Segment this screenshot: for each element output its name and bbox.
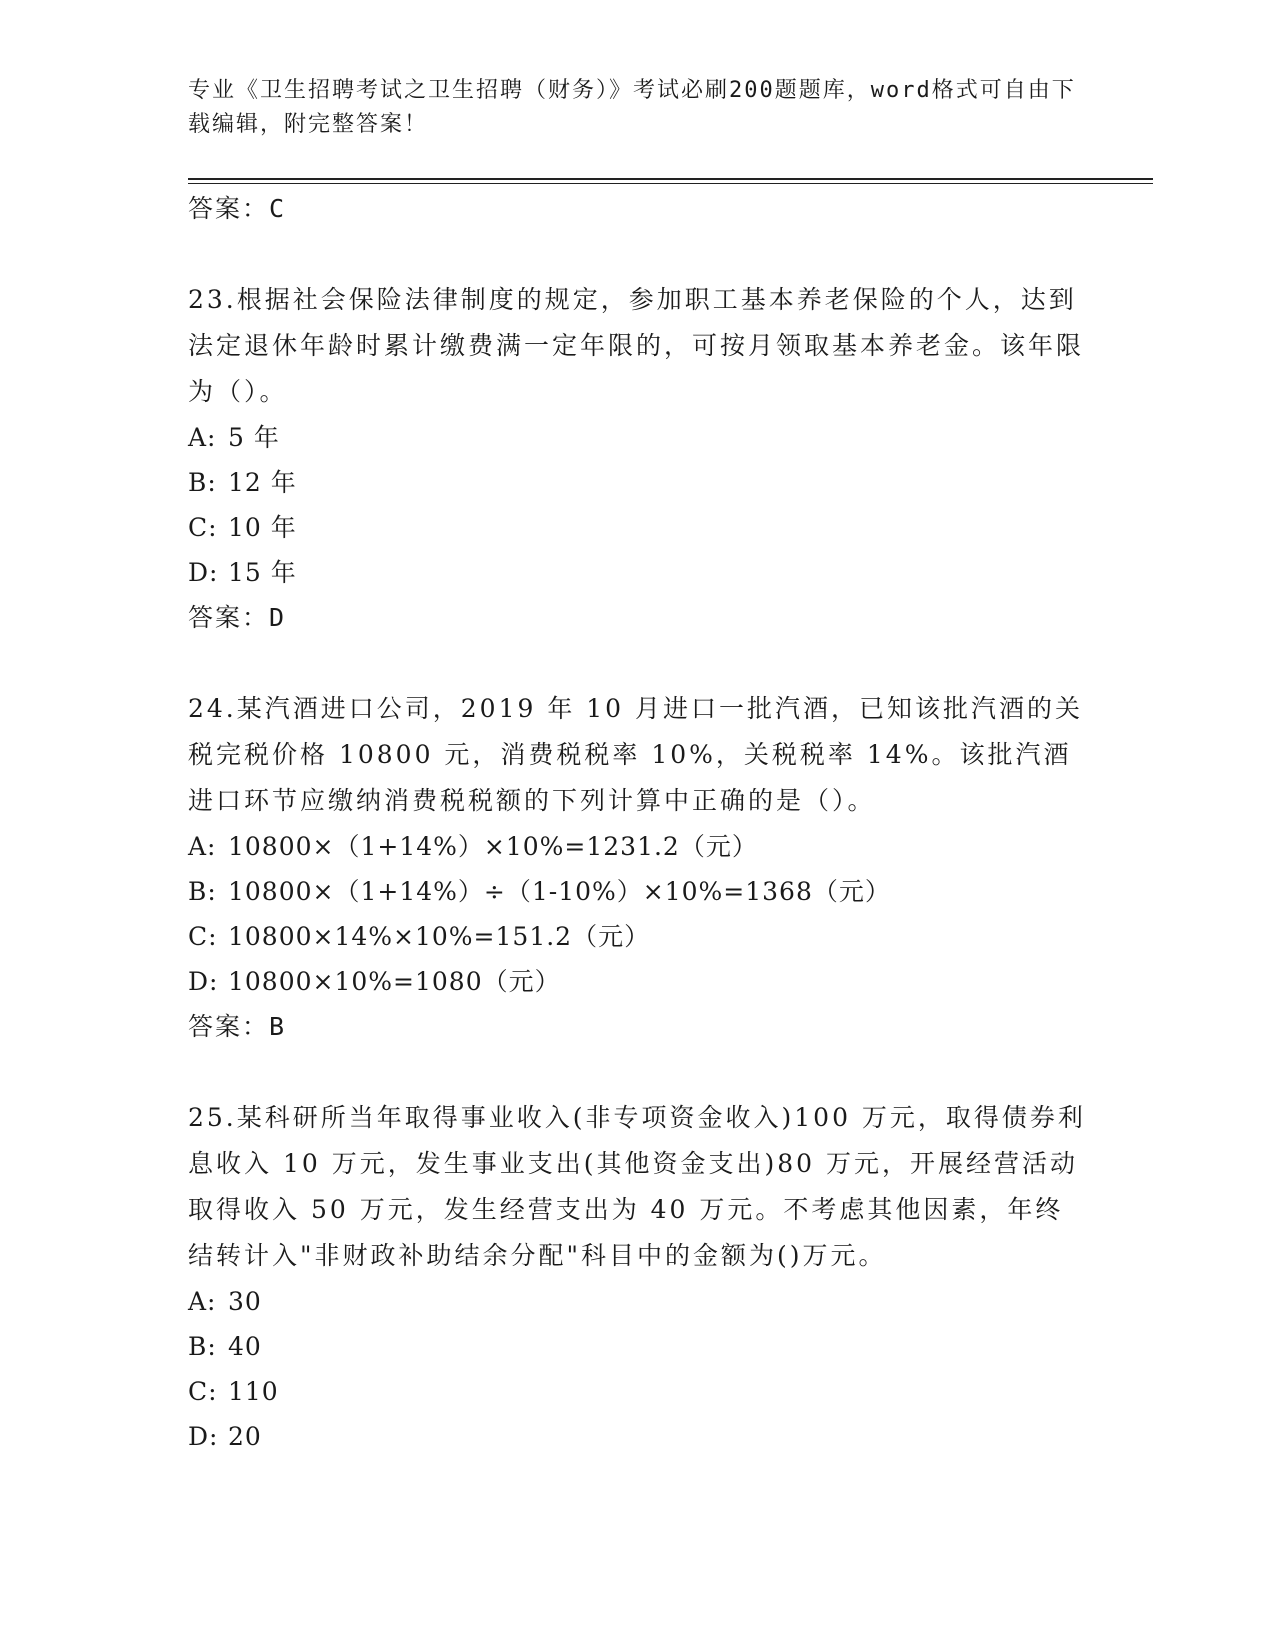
- option-key: B:: [188, 877, 217, 906]
- option-key: B:: [188, 468, 217, 497]
- answer-line: 答案：D: [188, 603, 287, 632]
- option-text: 10800×（1+14%）×10%=1231.2（元）: [228, 832, 758, 861]
- option-text: 10800×14%×10%=151.2（元）: [228, 922, 651, 951]
- option-key: D:: [188, 1422, 219, 1451]
- option-text: 20: [228, 1422, 262, 1451]
- option-key: A:: [188, 423, 217, 452]
- option-text: 5 年: [228, 423, 280, 452]
- option-a: [188, 824, 1088, 869]
- option-key: B:: [188, 1332, 217, 1361]
- header-rule-thick: [188, 178, 1153, 180]
- option-text: 15 年: [228, 558, 297, 587]
- question-23: [188, 277, 1088, 640]
- option-text: 10800×（1+14%）÷（1-10%）×10%=1368（元）: [228, 877, 891, 906]
- option-c: [188, 1369, 1088, 1414]
- option-key: A:: [188, 1287, 217, 1316]
- option-b: [188, 460, 1088, 505]
- option-key: D:: [188, 558, 219, 587]
- option-key: A:: [188, 832, 217, 861]
- question-24: [188, 686, 1088, 1049]
- option-text: 12 年: [228, 468, 297, 497]
- option-text: 110: [228, 1377, 279, 1406]
- page-header: 专业《卫生招聘考试之卫生招聘（财务）》考试必刷200题题库，word格式可自由下载编辑，附完整答案！: [188, 78, 1076, 137]
- previous-answer: 答案：C: [188, 194, 287, 223]
- option-key: C:: [188, 513, 218, 542]
- option-c: [188, 505, 1088, 550]
- option-a: [188, 1279, 1088, 1324]
- option-c: [188, 914, 1088, 959]
- option-text: 30: [228, 1287, 262, 1316]
- document-body: [188, 186, 1088, 1459]
- option-d: [188, 959, 1088, 1004]
- option-a: [188, 415, 1088, 460]
- option-key: C:: [188, 922, 218, 951]
- option-text: 10800×10%=1080（元）: [228, 967, 561, 996]
- option-d: [188, 550, 1088, 595]
- question-25: [188, 1095, 1088, 1459]
- question-stem: 25.某科研所当年取得事业收入(非专项资金收入)100 万元，取得债券利息收入 10 万元，发生事业支出(其他资金支出)80 万元，开展经营活动取得收入 50 万元，发生经营支出为 40 万元。不考虑其他因素，年终结转计入"非财政补助结余分配"科目中的金额为()万元。: [188, 1103, 1086, 1270]
- option-b: [188, 1324, 1088, 1369]
- question-stem: 23.根据社会保险法律制度的规定，参加职工基本养老保险的个人，达到法定退休年龄时累计缴费满一定年限的，可按月领取基本养老金。该年限为（）。: [188, 285, 1085, 406]
- header-rule-thin: [188, 183, 1153, 184]
- question-stem: 24.某汽酒进口公司，2019 年 10 月进口一批汽酒，已知该批汽酒的关税完税价格 10800 元，消费税税率 10%，关税税率 14%。该批汽酒进口环节应缴纳消费税税额的下列计算中正确的是（）。: [188, 694, 1084, 815]
- option-key: D:: [188, 967, 219, 996]
- option-key: C:: [188, 1377, 218, 1406]
- option-text: 40: [228, 1332, 262, 1361]
- option-d: [188, 1414, 1088, 1459]
- option-b: [188, 869, 1088, 914]
- answer-line: 答案：B: [188, 1012, 287, 1041]
- option-text: 10 年: [228, 513, 297, 542]
